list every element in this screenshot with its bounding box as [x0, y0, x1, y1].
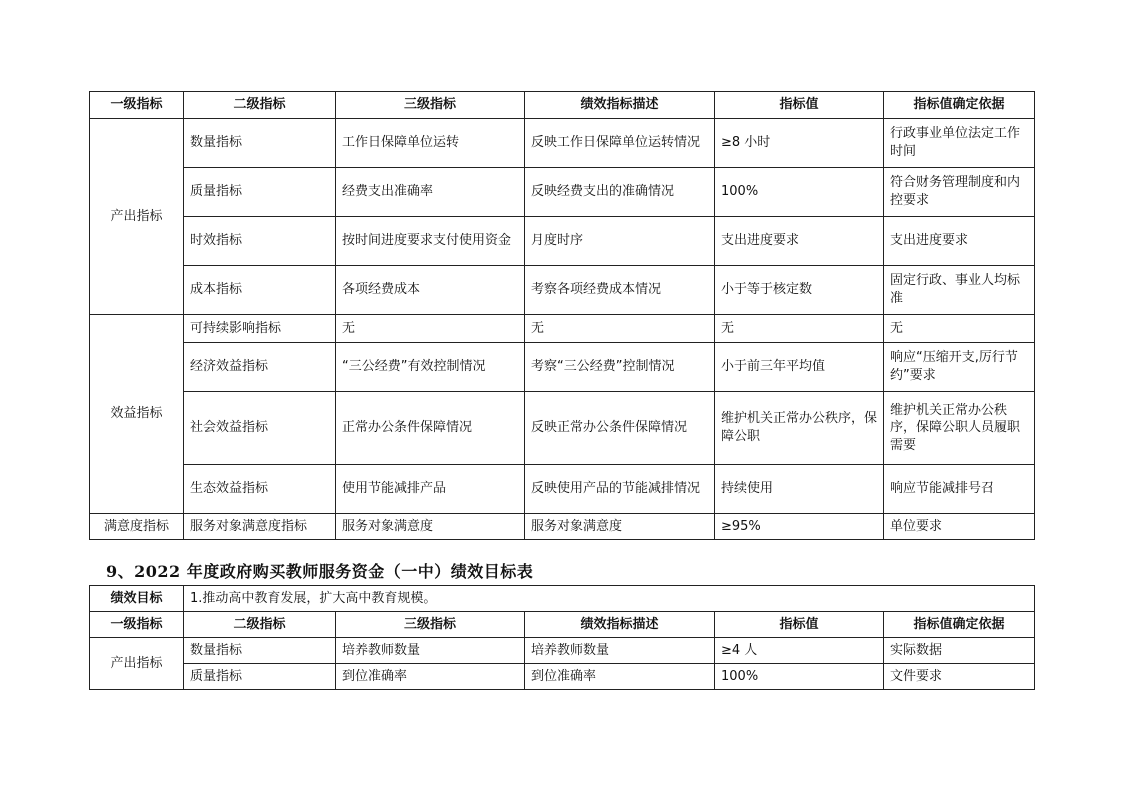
value-cell: 小于前三年平均值: [715, 343, 884, 392]
description-cell: 月度时序: [525, 217, 715, 266]
value-cell: 小于等于核定数: [715, 266, 884, 315]
value-cell: ≥8 小时: [715, 119, 884, 168]
description-cell: 考察“三公经费”控制情况: [525, 343, 715, 392]
table-row: [90, 465, 1035, 514]
level1-cell: 产出指标: [90, 119, 184, 315]
level2-cell: 经济效益指标: [184, 343, 336, 392]
basis-cell: 响应节能减排号召: [884, 465, 1035, 514]
description-cell: 反映工作日保障单位运转情况: [525, 119, 715, 168]
table-row: [90, 266, 1035, 315]
basis-cell: 固定行政、事业人均标准: [884, 266, 1035, 315]
level3-cell: 服务对象满意度: [336, 514, 525, 540]
value-cell: 100%: [715, 168, 884, 217]
value-cell: 支出进度要求: [715, 217, 884, 266]
level3-cell: 到位准确率: [336, 664, 525, 690]
basis-cell: 维护机关正常办公秩序，保障公职人员履职需要: [884, 392, 1035, 465]
level2-cell: 数量指标: [184, 638, 336, 664]
basis-cell: 行政事业单位法定工作时间: [884, 119, 1035, 168]
col-header-level3: 三级指标: [336, 92, 525, 119]
performance-table-2: [89, 585, 1035, 690]
goal-label: 绩效目标: [90, 586, 184, 612]
level2-cell: 服务对象满意度指标: [184, 514, 336, 540]
performance-table-1: [89, 91, 1035, 540]
description-cell: 反映使用产品的节能减排情况: [525, 465, 715, 514]
col-header-value: 指标值: [715, 612, 884, 638]
col-header-basis: 指标值确定依据: [884, 92, 1035, 119]
description-cell: 反映正常办公条件保障情况: [525, 392, 715, 465]
description-cell: 无: [525, 315, 715, 343]
level2-cell: 成本指标: [184, 266, 336, 315]
value-cell: 100%: [715, 664, 884, 690]
table-row: [90, 119, 1035, 168]
basis-cell: 实际数据: [884, 638, 1035, 664]
description-cell: 培养教师数量: [525, 638, 715, 664]
basis-cell: 无: [884, 315, 1035, 343]
table-row: [90, 343, 1035, 392]
level1-cell: 满意度指标: [90, 514, 184, 540]
level3-cell: 无: [336, 315, 525, 343]
table-row: [90, 315, 1035, 343]
col-header-value: 指标值: [715, 92, 884, 119]
basis-cell: 响应“压缩开支,厉行节约”要求: [884, 343, 1035, 392]
table-header-row: [90, 92, 1035, 119]
description-cell: 服务对象满意度: [525, 514, 715, 540]
table-header-row: [90, 612, 1035, 638]
level2-cell: 生态效益指标: [184, 465, 336, 514]
level3-cell: 培养教师数量: [336, 638, 525, 664]
level3-cell: 经费支出准确率: [336, 168, 525, 217]
level3-cell: 使用节能减排产品: [336, 465, 525, 514]
table-row: [90, 638, 1035, 664]
value-cell: ≥95%: [715, 514, 884, 540]
basis-cell: 符合财务管理制度和内控要求: [884, 168, 1035, 217]
description-cell: 考察各项经费成本情况: [525, 266, 715, 315]
basis-cell: 文件要求: [884, 664, 1035, 690]
level2-cell: 质量指标: [184, 664, 336, 690]
table-row: [90, 392, 1035, 465]
table-row: [90, 168, 1035, 217]
level1-cell: 产出指标: [90, 638, 184, 690]
description-cell: 到位准确率: [525, 664, 715, 690]
col-header-level3: 三级指标: [336, 612, 525, 638]
col-header-basis: 指标值确定依据: [884, 612, 1035, 638]
level1-cell: 效益指标: [90, 315, 184, 514]
description-cell: 反映经费支出的准确情况: [525, 168, 715, 217]
level3-cell: “三公经费”有效控制情况: [336, 343, 525, 392]
level2-cell: 质量指标: [184, 168, 336, 217]
level2-cell: 社会效益指标: [184, 392, 336, 465]
table-row: [90, 664, 1035, 690]
value-cell: ≥4 人: [715, 638, 884, 664]
level2-cell: 时效指标: [184, 217, 336, 266]
table-row: [90, 217, 1035, 266]
level2-cell: 可持续影响指标: [184, 315, 336, 343]
value-cell: 持续使用: [715, 465, 884, 514]
level3-cell: 正常办公条件保障情况: [336, 392, 525, 465]
section-title: 9、2022 年度政府购买教师服务资金（一中）绩效目标表: [106, 562, 534, 581]
level3-cell: 各项经费成本: [336, 266, 525, 315]
basis-cell: 支出进度要求: [884, 217, 1035, 266]
goal-text: 1.推动高中教育发展，扩大高中教育规模。: [184, 586, 1035, 612]
col-header-level1: 一级指标: [90, 612, 184, 638]
col-header-description: 绩效指标描述: [525, 92, 715, 119]
col-header-level2: 二级指标: [184, 92, 336, 119]
col-header-level1: 一级指标: [90, 92, 184, 119]
basis-cell: 单位要求: [884, 514, 1035, 540]
col-header-description: 绩效指标描述: [525, 612, 715, 638]
level2-cell: 数量指标: [184, 119, 336, 168]
table-row: [90, 514, 1035, 540]
col-header-level2: 二级指标: [184, 612, 336, 638]
level3-cell: 按时间进度要求支付使用资金: [336, 217, 525, 266]
goal-row: [90, 586, 1035, 612]
level3-cell: 工作日保障单位运转: [336, 119, 525, 168]
value-cell: 维护机关正常办公秩序，保障公职: [715, 392, 884, 465]
value-cell: 无: [715, 315, 884, 343]
